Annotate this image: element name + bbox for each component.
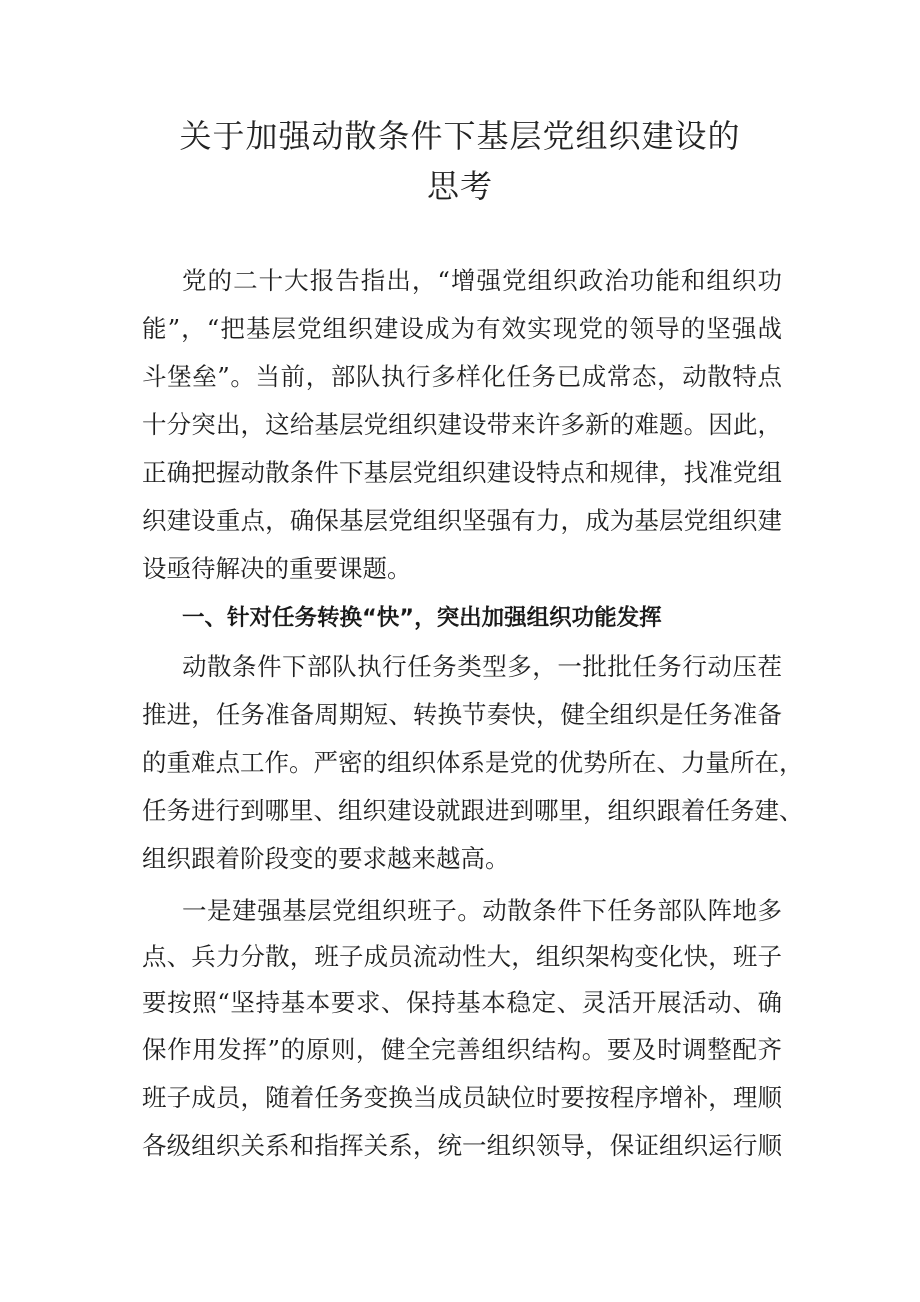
paragraph-3-line-3: 要按照“坚持基本要求、保持基本稳定、灵活开展活动、确 (142, 988, 782, 1017)
paragraph-3-line-5: 班子成员，随着任务变换当成员缺位时要按程序增补，理顺 (142, 1083, 782, 1112)
paragraph-1-line-3: 斗堡垒”。当前，部队执行多样化任务已成常态，动散特点 (142, 362, 782, 391)
paragraph-1-line-4: 十分突出，这给基层党组织建设带来许多新的难题。因此， (142, 410, 782, 439)
section-heading-1: 一、针对任务转换“快”，突出加强组织功能发挥 (182, 605, 662, 631)
paragraph-2-line-1: 动散条件下部队执行任务类型多，一批批任务行动压茬 (182, 652, 782, 681)
paragraph-1-line-1: 党的二十大报告指出，“增强党组织政治功能和组织功 (182, 266, 782, 295)
paragraph-1-line-7: 设亟待解决的重要课题。 (142, 554, 412, 583)
paragraph-1-line-6: 织建设重点，确保基层党组织坚强有力，成为基层党组织建 (142, 506, 782, 535)
paragraph-2-line-5: 组织跟着阶段变的要求越来越高。 (142, 844, 510, 873)
paragraph-3-line-6: 各级组织关系和指挥关系，统一组织领导，保证组织运行顺 (142, 1131, 782, 1160)
paragraph-2-line-4: 任务进行到哪里、组织建设就跟进到哪里，组织跟着任务建、 (142, 796, 804, 825)
paragraph-3-line-4: 保作用发挥”的原则，健全完善组织结构。要及时调整配齐 (142, 1035, 782, 1064)
paragraph-1-line-2: 能”，“把基层党组织建设成为有效实现党的领导的坚强战 (142, 314, 782, 343)
document-title-line-2: 思考 (426, 167, 493, 205)
paragraph-3-line-1: 一是建强基层党组织班子。动散条件下任务部队阵地多 (182, 896, 782, 925)
paragraph-3-line-2: 点、兵力分散，班子成员流动性大，组织架构变化快，班子 (142, 942, 782, 971)
paragraph-1-line-5: 正确把握动散条件下基层党组织建设特点和规律，找准党组 (142, 458, 782, 487)
paragraph-2-line-2: 推进，任务准备周期短、转换节奏快，健全组织是任务准备 (142, 700, 782, 729)
paragraph-2-line-3: 的重难点工作。严密的组织体系是党的优势所在、力量所在， (142, 748, 804, 777)
document-title-line-1: 关于加强动散条件下基层党组织建设的 (179, 117, 741, 155)
